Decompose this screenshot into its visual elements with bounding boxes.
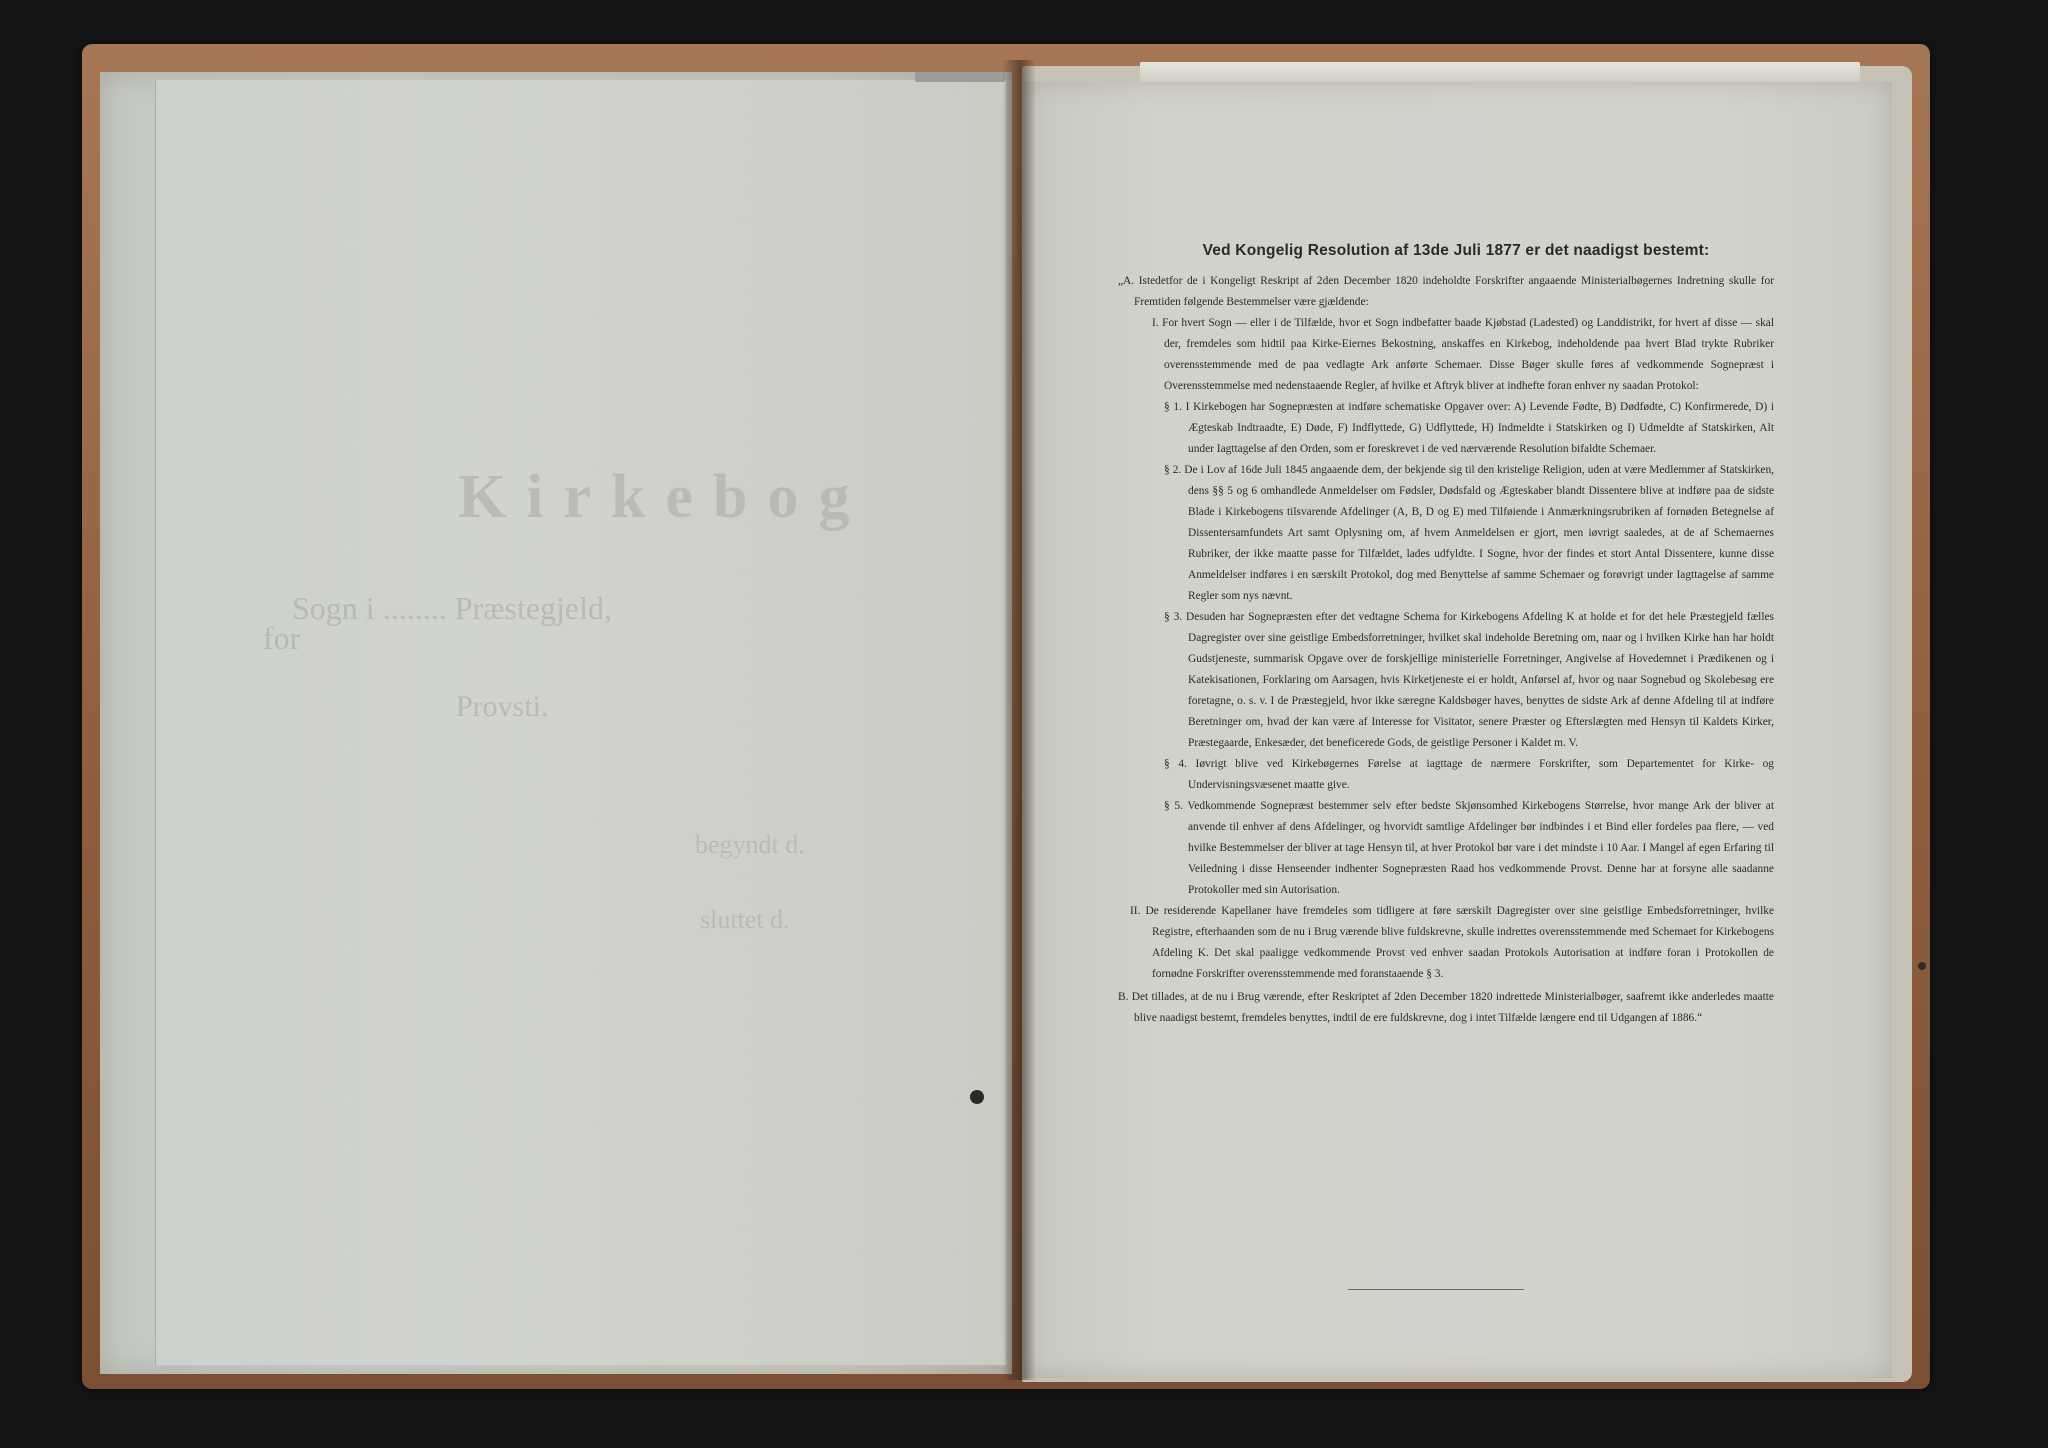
closing-rule xyxy=(1348,1289,1524,1290)
binding-hole xyxy=(970,1090,984,1104)
paragraph-ii: II. De residerende Kapellaner have fremdeles som tidligere at føre særskilt Dagregister over sine geistlige Embedsforretninger, hvilke Registre, efterhaanden som de nu i Brug værende blive fuldskrevne, skulle indrettes overensstemmende med Schemaet for Kirkebogens Afdeling K. Det skal paaligge vedkommende Provst ved enhver saadan Protokols Autorisation at indføre foran i Protokollen de fornødne Forskrifter overensstemmende med foranstaaende § 3. xyxy=(1130,905,1774,980)
section-4: § 4. Iøvrigt blive ved Kirkebøgernes Førelse at iagttage de nærmere Forskrifter, som Departementet for Kirke- og Undervisningsvæsenet maatte give. xyxy=(1164,758,1774,791)
left-page-inner xyxy=(155,80,1006,1365)
left-bleed-sogn: Sogn i ........ Præstegjeld, xyxy=(292,590,613,626)
section-2: § 2. De i Lov af 16de Juli 1845 angaaende dem, der bekjende sig til den kristelige Religion, uden at være Medlemmer af Statskirken, dens §§ 5 og 6 omhandlede Anmeldelser om Fødsler, Dødsfald og Ægteskaber blandt Dissentere blive at indføre paa de sidste Blade i Kirkebogens tilsvarende Afdelinger (A, B, D og E) med Tilføiende i Anmærkningsrubriken af fornøden Betegnelse af Dissentersamfundets Art samt Oplysning om, af hvem Anmeldelsen er gjort, men iøvrigt saaledes, at de af Schemaernes Rubriker, der ikke maatte passe for Tilfældet, lades udfyldte. I Sogne, hvor der findes et stort Antal Dissentere, kunne disse Anmeldelser indføres i en særskilt Protokol, dog med Benyttelse af samme Schemaer og forøvrigt under Iagttagelse af samme Regler som nys nævnt. xyxy=(1164,464,1774,602)
paragraph-b: B. Det tillades, at de nu i Brug værende, efter Reskriptet af 2den December 1820 indrettede Ministerialbøger, saafremt ikke anderledes maatte blive naadigst bestemt, fremdeles benyttes, indtil de ere fuldskrevne, dog i intet Tilfælde længere end til Udgangen af 1886.“ xyxy=(1118,991,1774,1024)
section-1: § 1. I Kirkebogen har Sognepræsten at indføre schematiske Opgaver over: A) Levende Fødte, B) Dødfødte, C) Konfirmerede, D) i Ægteskab Indtraadte, E) Døde, F) Indflyttede, G) Udflyttede, H) Indmeldte i Statskirken og I) Udmeldte af Statskirken, Alt under Iagttagelse af den Orden, som er foreskrevet i de ved nærværende Resolution bifaldte Schemaer. xyxy=(1164,401,1774,455)
section-3: § 3. Desuden har Sognepræsten efter det vedtagne Schema for Kirkebogens Afdeling K at holde et for det hele Præstegjeld fælles Dagregister over sine geistlige Embedsforretninger, hvilket skal indeholde Beretning om, naar og i hvilken Kirke han har holdt Gudstjeneste, summarisk Opgave over de forskjellige ministerielle Forretninger, Angivelse af Hovedemnet i Prædikenen og i Katekisationen, Forklaring om Aarsagen, hvis Kirketjeneste ei er holdt, Anførsel af, hvor og naar Sognebud og Skolebesøg ere foretagne, o. s. v. I de Præstegjeld, hvor ikke særegne Kaldsbøger haves, benyttes de sidste Ark af denne Afdeling til at indføre Beretninger om, hvad der kan være af Interesse for Visitator, senere Præster og Efterslægten med Hensyn til Kaldets Kirker, Præstegaarde, Enkesæder, det beneficerede Gods, de geistlige Personer i Kaldet m. V. xyxy=(1164,611,1774,749)
paragraph-i: I. For hvert Sogn — eller i de Tilfælde, hvor et Sogn indbefatter baade Kjøbstad (Ladested) og Landdistrikt, for hvert af disse — skal der, fremdeles som hidtil paa Kirke-Eiernes Bekostning, anskaffes en Kirkebog, indeholdende paa hvert Blad trykte Rubriker overensstemmende med de paa vedlagte Ark anførte Schemaer. Disse Bøger skulle føres af vedkommende Sognepræst i Overensstemmelse med nedenstaaende Regler, af hvilke et Aftryk bliver at indhefte foran enhver ny saadan Protokol: xyxy=(1152,317,1774,392)
margin-mark xyxy=(1918,962,1926,970)
left-bleed-provst: Provsti. xyxy=(456,690,549,723)
resolution-text xyxy=(1118,240,1774,1029)
left-bleed-for: for xyxy=(263,620,301,656)
left-bleed-begyndt: begyndt d. xyxy=(695,830,805,859)
resolution-heading: Ved Kongelig Resolution af 13de Juli 1877 er det naadigst bestemt: xyxy=(1202,242,1710,259)
paper-strip xyxy=(1140,62,1860,82)
section-5: § 5. Vedkommende Sognepræst bestemmer selv efter bedste Skjønsomhed Kirkebogens Størrelse, hvor mange Ark der bliver at anvende til enhver af dens Afdelinger, og hvorvidt samtlige Afdelinger bør indbindes i et Bind eller fordeles paa flere, — ved hvilke Bestemmelser der bliver at tage Hensyn til, at hver Protokol bør vare i det mindste i 10 Aar. I Mangel af egen Erfaring til Veiledning i disse Henseender indhenter Sognepræsten Raad hos vedkommende Provst. Denne har at forsyne alle saadanne Protokoller med sin Autorisation. xyxy=(1164,800,1774,896)
left-bleed-sluttet: sluttet d. xyxy=(700,905,790,934)
binding-clip xyxy=(915,72,1005,82)
paragraph-a: „A. Istedetfor de i Kongeligt Reskript af 2den December 1820 indeholdte Forskrifter angaaende Ministerialbøgernes Indretning skulle for Fremtiden følgende Bestemmelser være gjældende: xyxy=(1118,275,1774,308)
spine-gutter xyxy=(1002,60,1036,1380)
left-bleed-title: Kirkebog xyxy=(458,463,870,531)
